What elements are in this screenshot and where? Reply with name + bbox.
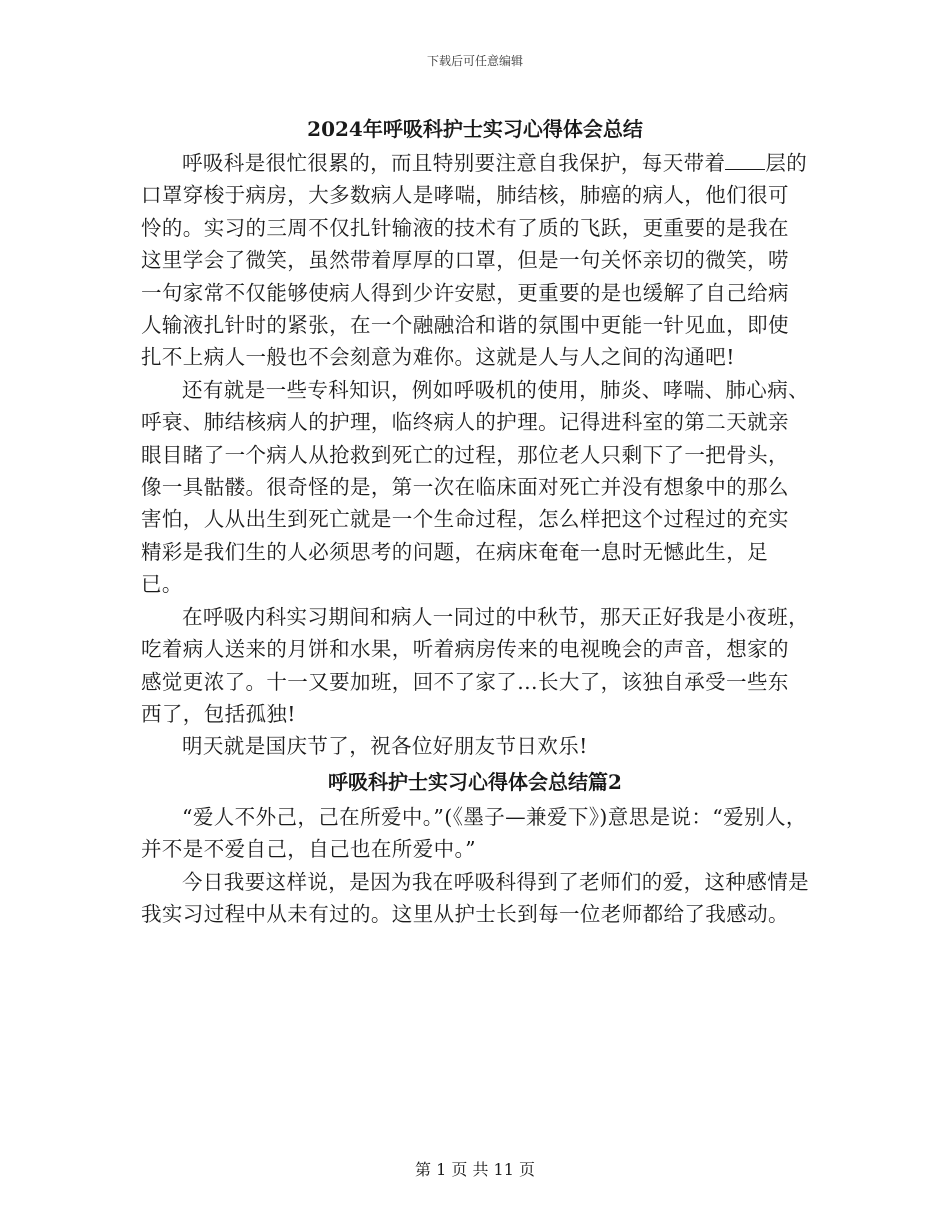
document-title: 2024年呼吸科护士实习心得体会总结: [307, 117, 643, 141]
paragraph-1-part-1: 呼吸科是很忙很累的，而且特别要注意自我保护，每天带着: [182, 151, 726, 175]
page-number: 第 1 页 共 11 页: [415, 1160, 535, 1179]
section-subtitle: 呼吸科护士实习心得体会总结篇2: [328, 769, 622, 794]
header-note: 下载后可任意编辑: [426, 54, 523, 68]
paragraph-3: 在呼吸内科实习期间和病人一同过的中秋节，那天正好我是小夜班，吃着病人送来的月饼和水果，听着病房传来的电视晚会的声音，想家的感觉更浓了。十一又要加班，回不了家了...长大了，该独自承受一些东西了，包括孤独!: [141, 604, 809, 726]
paragraph-2: 还有就是一些专科知识，例如呼吸机的使用，肺炎、哮喘、肺心病、呼衰、肺结核病人的护理，临终病人的护理。记得进科室的第二天就亲眼目睹了一个病人从抢救到死亡的过程，那位老人只剩下了一把骨头，像一具骷髅。很奇怪的是，第一次在临床面对死亡并没有想象中的那么害怕，人从出生到死亡就是一个生命过程，怎么样把这个过程过的充实精彩是我们生的人必须思考的问题，在病床奄奄一息时无憾此生，足已。: [141, 377, 809, 597]
paragraph-6: 今日我要这样说，是因为我在呼吸科得到了老师们的爱，这种感情是我实习过程中从未有过的。这里从护士长到每一位老师都给了我感动。: [141, 869, 809, 926]
fill-in-blank: [725, 151, 765, 170]
paragraph-4: 明天就是国庆节了，祝各位好朋友节日欢乐!: [182, 734, 588, 759]
document-body: [141, 112, 809, 930]
paragraph-5: “爱人不外己，己在所爱中。”(《墨子—兼爱下》)意思是说：“爱别人，并不是不爱自己，自己也在所爱中。”: [141, 804, 807, 862]
paragraph-1-part-2: 层的口罩穿梭于病房，大多数病人是哮喘，肺结核，肺癌的病人，他们很可怜的。实习的三周不仅扎针输液的技术有了质的飞跃，更重要的是我在这里学会了微笑，虽然带着厚厚的口罩，但是一句关怀亲切的微笑，唠一句家常不仅能够使病人得到少许安慰，更重要的是也缓解了自己给病人输液扎针时的紧张，在一个融融洽和谐的氛围中更能一针见血，即使扎不上病人一般也不会刻意为难你。这就是人与人之间的沟通吧!: [141, 151, 808, 370]
paragraph-1: [141, 147, 809, 374]
